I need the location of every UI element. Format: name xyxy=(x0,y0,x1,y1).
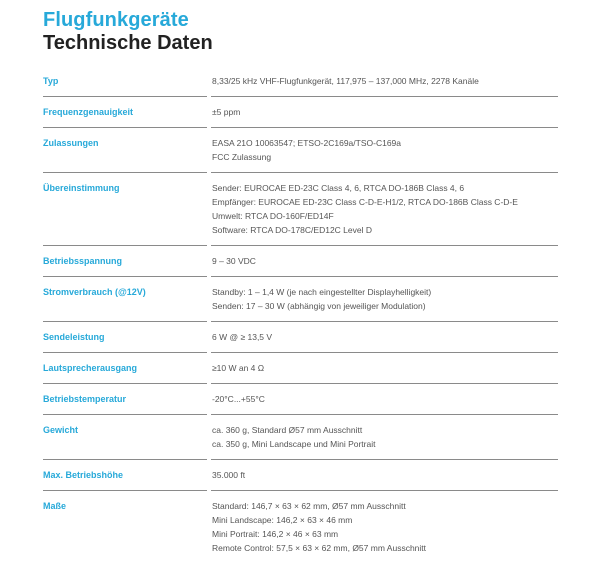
spec-label: Sendeleistung xyxy=(43,322,207,353)
spec-label: Gewicht xyxy=(43,415,207,460)
spec-row xyxy=(43,460,558,491)
spec-label: Stromverbrauch (@12V) xyxy=(43,277,207,322)
spec-label: Maße xyxy=(43,501,67,511)
spec-value-line: Mini Landscape: 146,2 × 63 × 46 mm xyxy=(212,515,353,525)
spec-label: Frequenzgenauigkeit xyxy=(43,97,207,128)
spec-value xyxy=(211,353,558,384)
spec-value-line: EASA 21O 10063547; ETSO-2C169a/TSO-C169a xyxy=(212,138,402,148)
spec-value-line: Empfänger: EUROCAE ED-23C Class C-D-E-H1/2, RTCA DO-186B Class C-D-E xyxy=(212,197,518,207)
spec-label: Lautsprecherausgang xyxy=(43,353,207,384)
spec-label: Typ xyxy=(43,66,207,97)
spec-value-line: Software: RTCA DO-178C/ED12C Level D xyxy=(212,225,372,235)
spec-row xyxy=(43,173,558,246)
spec-label: Betriebsspannung xyxy=(43,246,207,277)
spec-row xyxy=(43,97,558,128)
spec-row xyxy=(43,277,558,322)
spec-label: Zulassungen xyxy=(43,128,207,173)
spec-value-line: ±5 ppm xyxy=(212,107,241,117)
spec-value-line: Umwelt: RTCA DO-160F/ED14F xyxy=(212,211,334,221)
page-title: Flugfunkgeräte xyxy=(43,9,189,31)
spec-value-line: Senden: 17 – 30 W (abhängig von jeweiliger Modulation) xyxy=(212,301,426,311)
spec-value xyxy=(211,128,558,173)
spec-value-line: ca. 350 g, Mini Landscape und Mini Portrait xyxy=(212,439,376,449)
spec-value-line: 9 – 30 VDC xyxy=(212,256,256,266)
spec-label: Übereinstimmung xyxy=(43,173,207,246)
spec-value xyxy=(211,491,558,563)
spec-row xyxy=(43,491,558,563)
spec-value xyxy=(211,322,558,353)
spec-value-line: ≥10 W an 4 Ω xyxy=(212,363,265,373)
spec-row xyxy=(43,353,558,384)
spec-value xyxy=(211,384,558,415)
spec-value-line: Mini Portrait: 146,2 × 46 × 63 mm xyxy=(212,529,339,539)
spec-value-line: Standard: 146,7 × 63 × 62 mm, Ø57 mm Ausschnitt xyxy=(212,501,406,511)
spec-row xyxy=(43,66,558,97)
spec-value xyxy=(211,460,558,491)
spec-table xyxy=(43,66,558,563)
spec-value-line: Sender: EUROCAE ED-23C Class 4, 6, RTCA DO-186B Class 4, 6 xyxy=(212,183,465,193)
spec-row xyxy=(43,246,558,277)
spec-value-line: ca. 360 g, Standard Ø57 mm Ausschnitt xyxy=(212,425,363,435)
spec-value-line: 35.000 ft xyxy=(212,470,246,480)
spec-row xyxy=(43,322,558,353)
spec-value-line: FCC Zulassung xyxy=(212,152,272,162)
spec-row xyxy=(43,415,558,460)
spec-row xyxy=(43,384,558,415)
page-subtitle: Technische Daten xyxy=(43,32,213,54)
spec-value-line: -20°C...+55°C xyxy=(212,394,265,404)
spec-value xyxy=(211,277,558,322)
spec-row xyxy=(43,128,558,173)
spec-value xyxy=(211,415,558,460)
spec-value-line: Standby: 1 – 1,4 W (je nach eingestellter Displayhelligkeit) xyxy=(212,287,432,297)
spec-label: Max. Betriebshöhe xyxy=(43,460,207,491)
spec-value xyxy=(211,246,558,277)
spec-label: Betriebstemperatur xyxy=(43,384,207,415)
spec-value-line: Remote Control: 57,5 × 63 × 62 mm, Ø57 mm Ausschnitt xyxy=(212,543,427,553)
spec-value-line: 8,33/25 kHz VHF-Flugfunkgerät, 117,975 – 137,000 MHz, 2278 Kanäle xyxy=(212,76,479,86)
spec-value xyxy=(211,173,558,246)
spec-value xyxy=(211,66,558,97)
spec-value xyxy=(211,97,558,128)
spec-value-line: 6 W @ ≥ 13,5 V xyxy=(212,332,273,342)
